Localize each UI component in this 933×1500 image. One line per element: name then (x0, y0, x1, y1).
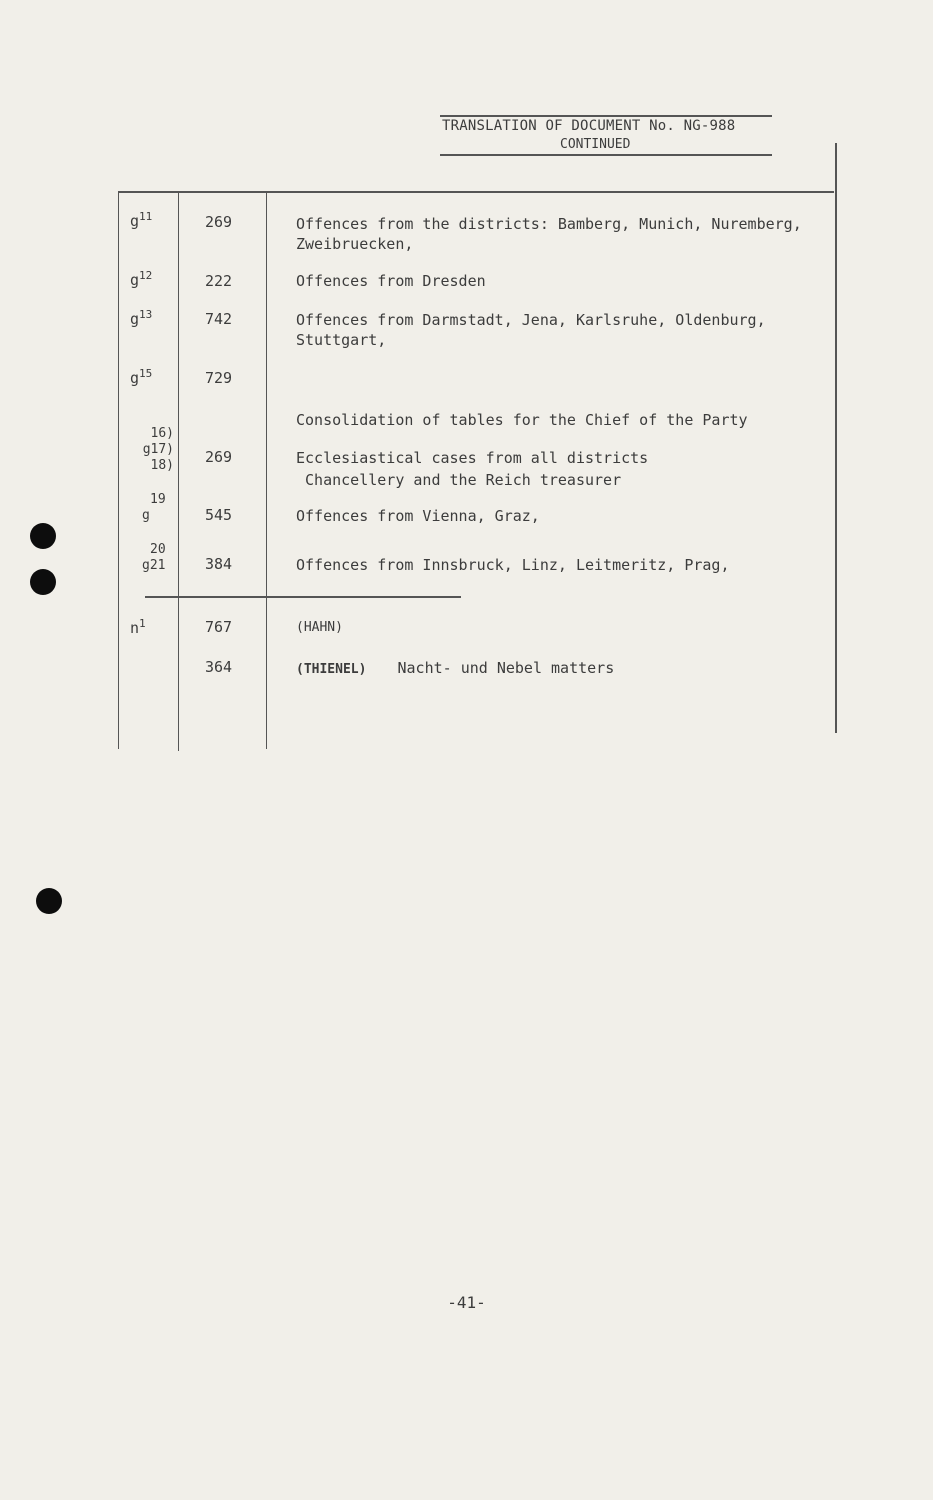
row-number: 269 (205, 213, 233, 231)
code-line: g21 (142, 558, 166, 573)
row-code: $g^{15}$ (130, 367, 153, 387)
description-line: Nacht- und Nebel matters (397, 659, 615, 677)
binder-hole (30, 569, 56, 595)
description-line: Ecclesiastical cases from all districts (296, 449, 649, 467)
row-description (296, 658, 614, 680)
table-left-line (118, 191, 119, 749)
row-number: 222 (205, 272, 233, 290)
row-number: 269 (205, 448, 233, 466)
code-line: g17) (142, 442, 174, 457)
table-column-divider-2 (266, 191, 267, 749)
page-number: -41- (447, 1293, 486, 1312)
description-line: Offences from Dresden (296, 272, 486, 290)
row-code (130, 492, 168, 524)
row-code (130, 426, 174, 474)
table-section-divider (145, 596, 461, 598)
description-line: Zweibruecken, (296, 235, 414, 253)
row-name: (THIENEL) (296, 662, 367, 677)
description-line: Stuttgart, (296, 331, 387, 349)
table-top-rule (118, 191, 834, 193)
right-frame-line (835, 143, 837, 733)
row-description (296, 214, 802, 254)
code-line: 20 (150, 542, 166, 557)
row-code: $g^{11}$ (130, 210, 153, 230)
row-description (296, 271, 486, 291)
document-title: TRANSLATION OF DOCUMENT No. NG-988 (442, 118, 736, 134)
binder-hole (30, 523, 56, 549)
row-number: 545 (205, 506, 233, 524)
document-subtitle: CONTINUED (560, 137, 631, 152)
description-line: Offences from Vienna, Graz, (296, 507, 540, 525)
row-code (130, 542, 168, 574)
row-number: 729 (205, 369, 233, 387)
code-line: 16) (150, 426, 174, 441)
row-name: (HAHN) (296, 620, 343, 635)
row-description (296, 448, 648, 468)
row-code: $g^{12}$ (130, 269, 153, 289)
code-line: 18) (150, 458, 174, 473)
row-description (296, 555, 729, 575)
header-top-rule (440, 115, 772, 117)
row-code: $n^1$ (130, 617, 146, 637)
code-line: 19 (150, 492, 166, 507)
header-bottom-rule (440, 154, 772, 156)
row-code: $g^{13}$ (130, 308, 153, 328)
code-line: g (142, 508, 150, 523)
description-line: Chancellery and the Reich treasurer (296, 471, 622, 489)
row-description (296, 506, 540, 526)
row-number: 767 (205, 618, 233, 636)
description-line: Offences from Darmstadt, Jena, Karlsruhe, Oldenburg, (296, 311, 766, 329)
description-line: Consolidation of tables for the Chief of the Party (296, 411, 748, 429)
description-line: Offences from Innsbruck, Linz, Leitmeritz, Prag, (296, 556, 730, 574)
table-column-divider-1 (178, 191, 179, 751)
row-description (296, 310, 766, 350)
row-number: 384 (205, 555, 233, 573)
description-line: Offences from the districts: Bamberg, Munich, Nuremberg, (296, 215, 802, 233)
row-number: 742 (205, 310, 233, 328)
row-number: 364 (205, 658, 233, 676)
binder-hole (36, 888, 62, 914)
